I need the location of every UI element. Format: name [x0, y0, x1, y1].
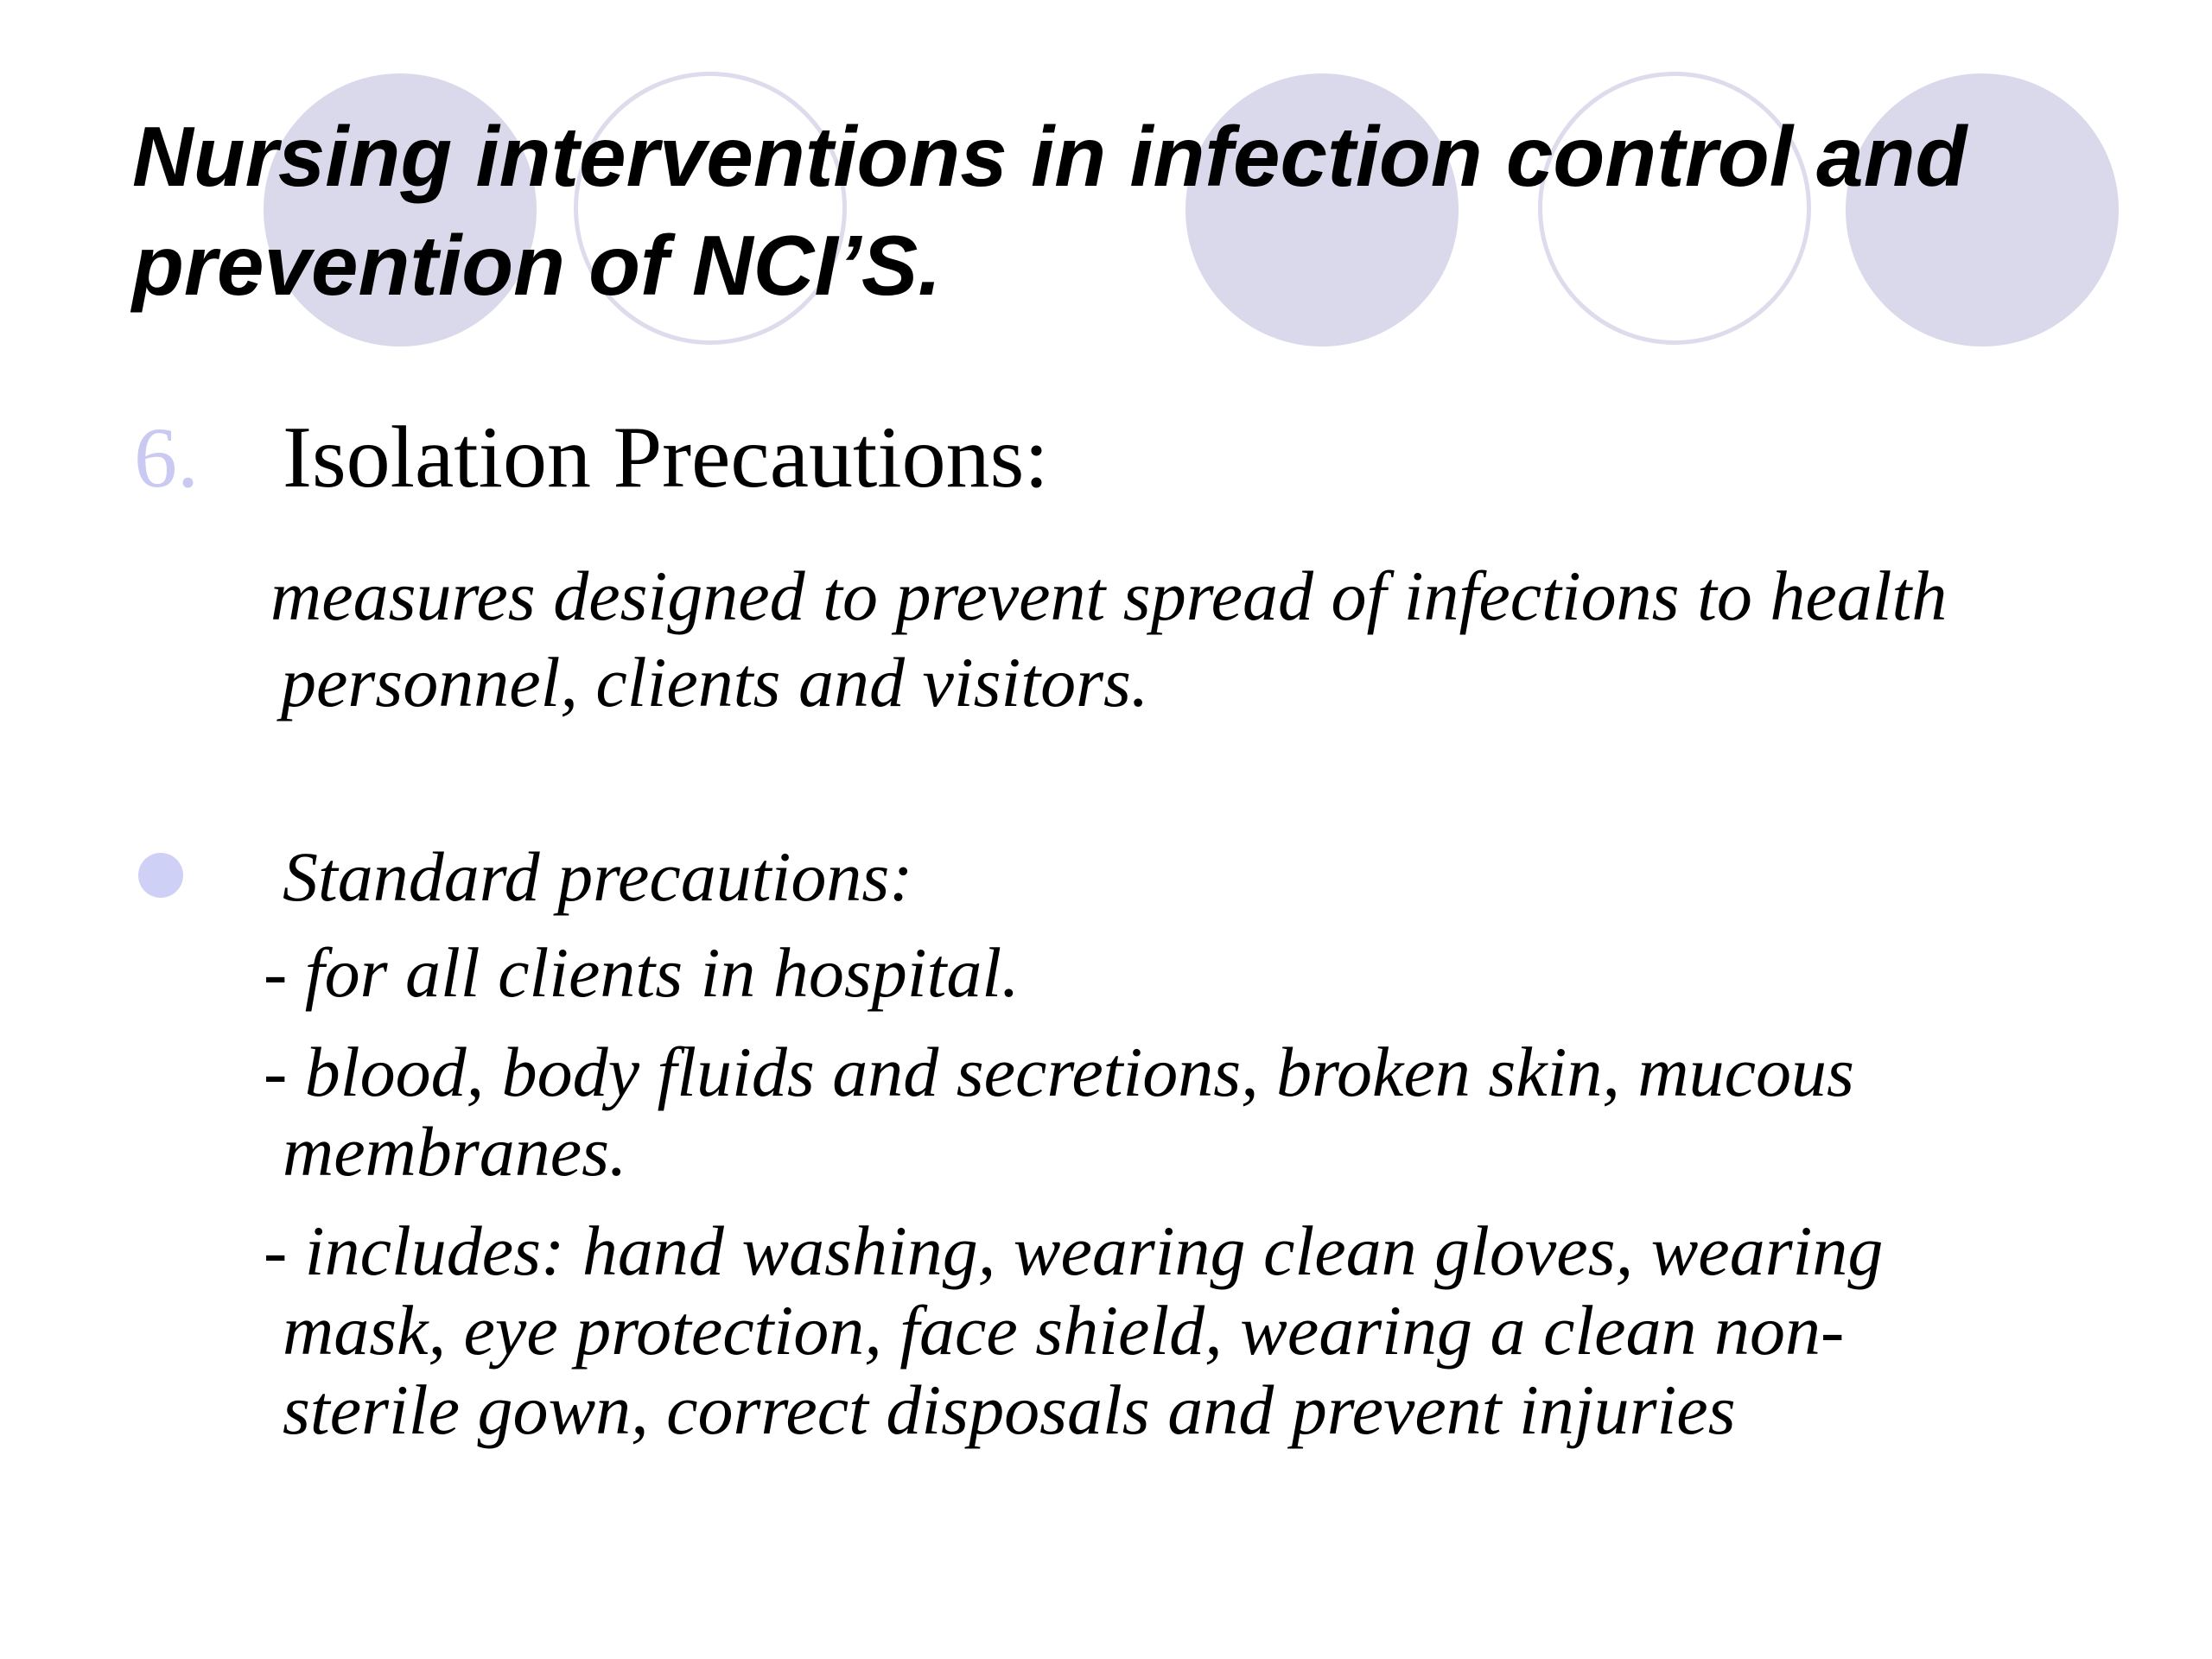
section-heading: Isolation Precautions:: [283, 409, 1049, 506]
slide-title-line: Nursing interventions in infection control and: [132, 109, 1967, 204]
section-definition: [270, 553, 2128, 726]
standard-precautions-heading: Standard precautions:: [283, 837, 913, 916]
definition-line: personnel, clients and visitors.: [281, 643, 1149, 721]
section-number: 6.: [134, 410, 199, 505]
list-item: [264, 1211, 2121, 1450]
slide-title: [132, 102, 2120, 320]
list-item-line: - blood, body fluids and secretions, broken skin, mucous: [264, 1033, 1854, 1111]
bullet-dot-icon: [138, 853, 183, 898]
list-item-line: membranes.: [283, 1112, 627, 1191]
list-item: [264, 933, 2121, 1013]
list-item: [264, 1033, 2121, 1192]
list-item-line: - includes: hand washing, wearing clean gloves, wearing: [264, 1211, 1884, 1290]
list-item-line: - for all clients in hospital.: [264, 933, 1020, 1012]
slide-title-line: prevention of NCI’S.: [132, 218, 942, 313]
definition-line: measures designed to prevent spread of infections to health: [270, 556, 1948, 635]
list-item-line: sterile gown, correct disposals and prevent injuries: [283, 1370, 1736, 1449]
list-item-line: mask, eye protection, face shield, wearing a clean non-: [283, 1291, 1845, 1370]
